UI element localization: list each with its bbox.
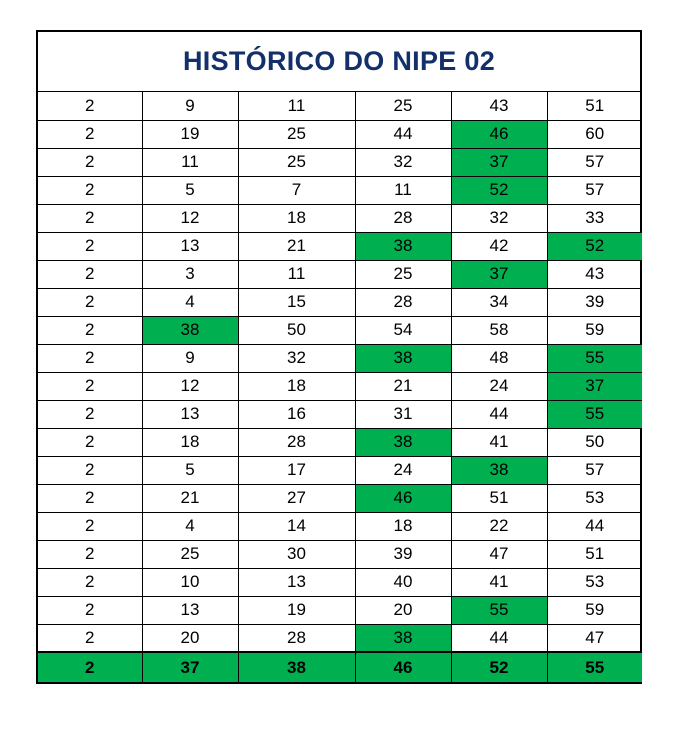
table-cell: 41 xyxy=(451,568,547,596)
table-row xyxy=(38,344,642,372)
table-cell: 10 xyxy=(142,568,238,596)
highlighted-cell: 38 xyxy=(355,344,451,372)
table-cell: 19 xyxy=(142,120,238,148)
table-cell: 32 xyxy=(238,344,355,372)
table-cell: 18 xyxy=(355,512,451,540)
table-cell: 25 xyxy=(142,540,238,568)
highlighted-cell: 52 xyxy=(451,176,547,204)
total-cell: 38 xyxy=(238,652,355,682)
table-cell: 2 xyxy=(38,372,142,400)
table-cell: 43 xyxy=(547,260,642,288)
table-row xyxy=(38,624,642,652)
table-cell: 57 xyxy=(547,456,642,484)
highlighted-cell: 55 xyxy=(547,344,642,372)
table-cell: 2 xyxy=(38,428,142,456)
table-cell: 32 xyxy=(355,148,451,176)
history-table xyxy=(38,92,642,682)
total-cell: 55 xyxy=(547,652,642,682)
table-cell: 14 xyxy=(238,512,355,540)
total-cell: 46 xyxy=(355,652,451,682)
table-cell: 9 xyxy=(142,92,238,120)
table-cell: 25 xyxy=(238,120,355,148)
highlighted-cell: 38 xyxy=(355,428,451,456)
total-cell: 52 xyxy=(451,652,547,682)
table-cell: 2 xyxy=(38,512,142,540)
highlighted-cell: 46 xyxy=(355,484,451,512)
table-cell: 21 xyxy=(238,232,355,260)
table-row xyxy=(38,372,642,400)
highlighted-cell: 55 xyxy=(547,400,642,428)
table-cell: 2 xyxy=(38,176,142,204)
table-cell: 57 xyxy=(547,176,642,204)
table-cell: 2 xyxy=(38,232,142,260)
table-cell: 16 xyxy=(238,400,355,428)
table-cell: 39 xyxy=(547,288,642,316)
table-cell: 9 xyxy=(142,344,238,372)
table-cell: 47 xyxy=(451,540,547,568)
table-cell: 18 xyxy=(142,428,238,456)
table-cell: 44 xyxy=(451,400,547,428)
table-cell: 5 xyxy=(142,176,238,204)
table-cell: 2 xyxy=(38,484,142,512)
table-cell: 21 xyxy=(142,484,238,512)
table-row xyxy=(38,148,642,176)
table-row xyxy=(38,484,642,512)
table-cell: 4 xyxy=(142,288,238,316)
table-cell: 20 xyxy=(142,624,238,652)
table-row xyxy=(38,316,642,344)
table-cell: 28 xyxy=(238,624,355,652)
table-cell: 13 xyxy=(142,400,238,428)
table-cell: 2 xyxy=(38,120,142,148)
table-cell: 33 xyxy=(547,204,642,232)
table-cell: 7 xyxy=(238,176,355,204)
table-cell: 2 xyxy=(38,260,142,288)
table-cell: 15 xyxy=(238,288,355,316)
table-cell: 12 xyxy=(142,204,238,232)
table-cell: 41 xyxy=(451,428,547,456)
table-cell: 57 xyxy=(547,148,642,176)
table-cell: 28 xyxy=(355,204,451,232)
total-row xyxy=(38,652,642,682)
table-cell: 2 xyxy=(38,624,142,652)
table-cell: 2 xyxy=(38,288,142,316)
highlighted-cell: 38 xyxy=(142,316,238,344)
highlighted-cell: 37 xyxy=(547,372,642,400)
table-cell: 11 xyxy=(238,92,355,120)
table-row xyxy=(38,176,642,204)
table-row xyxy=(38,204,642,232)
table-cell: 22 xyxy=(451,512,547,540)
table-cell: 2 xyxy=(38,204,142,232)
highlighted-cell: 37 xyxy=(451,260,547,288)
table-cell: 25 xyxy=(355,92,451,120)
table-row xyxy=(38,92,642,120)
highlighted-cell: 38 xyxy=(355,624,451,652)
table-row xyxy=(38,568,642,596)
sheet-title: HISTÓRICO DO NIPE 02 xyxy=(38,32,640,92)
table-row xyxy=(38,120,642,148)
table-cell: 44 xyxy=(451,624,547,652)
table-cell: 60 xyxy=(547,120,642,148)
table-cell: 13 xyxy=(142,232,238,260)
table-cell: 18 xyxy=(238,204,355,232)
highlighted-cell: 38 xyxy=(355,232,451,260)
table-cell: 54 xyxy=(355,316,451,344)
highlighted-cell: 55 xyxy=(451,596,547,624)
table-cell: 3 xyxy=(142,260,238,288)
highlighted-cell: 37 xyxy=(451,148,547,176)
table-cell: 44 xyxy=(355,120,451,148)
table-cell: 12 xyxy=(142,372,238,400)
table-cell: 39 xyxy=(355,540,451,568)
highlighted-cell: 46 xyxy=(451,120,547,148)
table-cell: 44 xyxy=(547,512,642,540)
table-cell: 19 xyxy=(238,596,355,624)
table-cell: 28 xyxy=(355,288,451,316)
table-cell: 51 xyxy=(547,540,642,568)
table-cell: 59 xyxy=(547,316,642,344)
table-cell: 11 xyxy=(355,176,451,204)
table-row xyxy=(38,456,642,484)
table-cell: 24 xyxy=(355,456,451,484)
table-cell: 2 xyxy=(38,92,142,120)
table-row xyxy=(38,400,642,428)
table-cell: 18 xyxy=(238,372,355,400)
table-cell: 27 xyxy=(238,484,355,512)
table-cell: 50 xyxy=(547,428,642,456)
table-cell: 2 xyxy=(38,316,142,344)
table-cell: 2 xyxy=(38,344,142,372)
highlighted-cell: 52 xyxy=(547,232,642,260)
table-body xyxy=(38,92,642,682)
table-cell: 53 xyxy=(547,484,642,512)
table-cell: 59 xyxy=(547,596,642,624)
table-cell: 40 xyxy=(355,568,451,596)
table-cell: 47 xyxy=(547,624,642,652)
history-sheet xyxy=(36,30,642,684)
total-cell: 37 xyxy=(142,652,238,682)
table-cell: 32 xyxy=(451,204,547,232)
table-cell: 11 xyxy=(142,148,238,176)
table-cell: 53 xyxy=(547,568,642,596)
table-cell: 2 xyxy=(38,568,142,596)
table-row xyxy=(38,540,642,568)
table-cell: 43 xyxy=(451,92,547,120)
table-row xyxy=(38,288,642,316)
table-cell: 24 xyxy=(451,372,547,400)
total-cell: 2 xyxy=(38,652,142,682)
table-cell: 21 xyxy=(355,372,451,400)
table-row xyxy=(38,512,642,540)
table-row xyxy=(38,260,642,288)
table-cell: 51 xyxy=(547,92,642,120)
table-cell: 30 xyxy=(238,540,355,568)
table-cell: 5 xyxy=(142,456,238,484)
table-cell: 25 xyxy=(238,148,355,176)
table-cell: 17 xyxy=(238,456,355,484)
table-cell: 50 xyxy=(238,316,355,344)
table-cell: 4 xyxy=(142,512,238,540)
table-row xyxy=(38,596,642,624)
table-cell: 25 xyxy=(355,260,451,288)
table-cell: 2 xyxy=(38,456,142,484)
table-cell: 2 xyxy=(38,400,142,428)
table-cell: 58 xyxy=(451,316,547,344)
table-cell: 34 xyxy=(451,288,547,316)
table-row xyxy=(38,428,642,456)
table-cell: 51 xyxy=(451,484,547,512)
table-cell: 28 xyxy=(238,428,355,456)
table-cell: 2 xyxy=(38,540,142,568)
table-cell: 42 xyxy=(451,232,547,260)
table-cell: 11 xyxy=(238,260,355,288)
table-cell: 31 xyxy=(355,400,451,428)
table-cell: 20 xyxy=(355,596,451,624)
table-cell: 2 xyxy=(38,596,142,624)
highlighted-cell: 38 xyxy=(451,456,547,484)
table-cell: 13 xyxy=(142,596,238,624)
table-row xyxy=(38,232,642,260)
table-cell: 2 xyxy=(38,148,142,176)
table-cell: 48 xyxy=(451,344,547,372)
table-cell: 13 xyxy=(238,568,355,596)
